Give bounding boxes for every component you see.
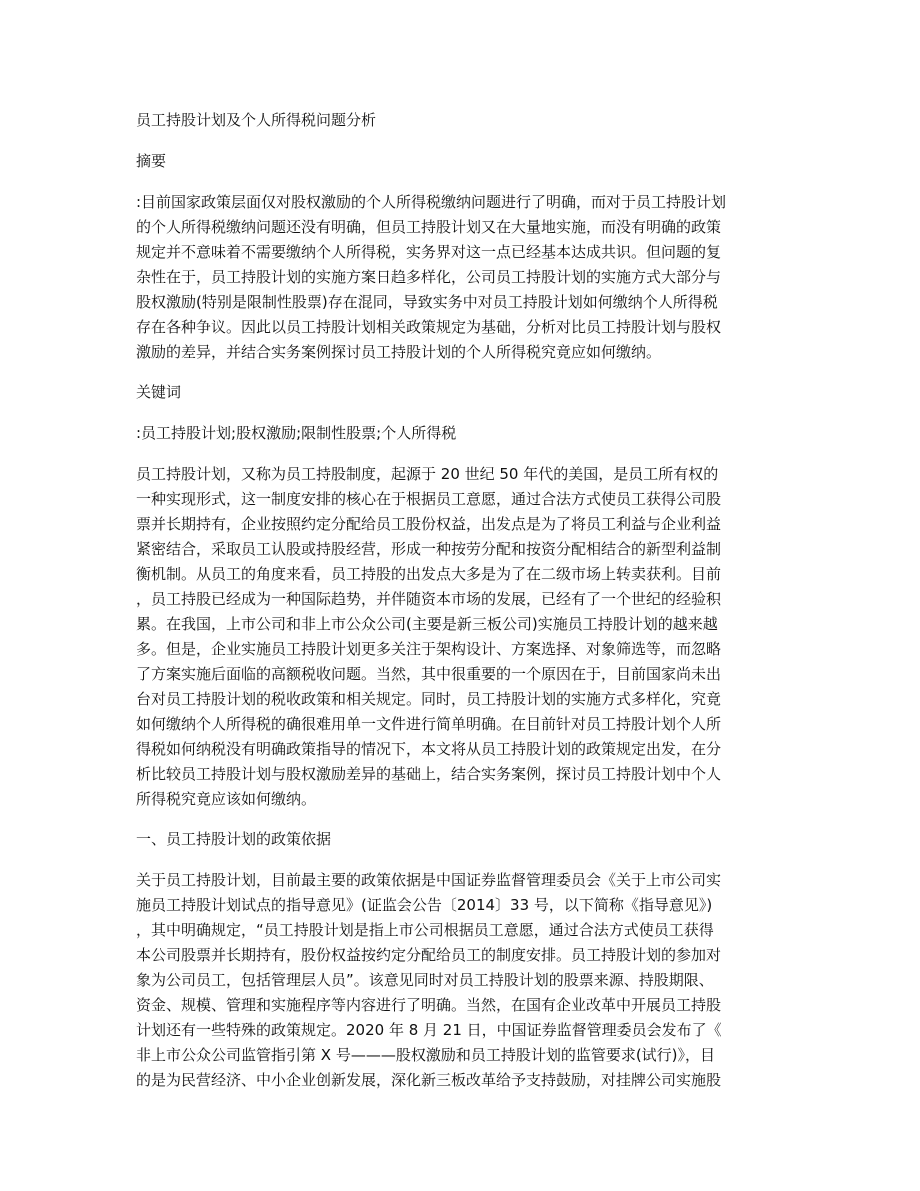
section1-heading: 一、员工持股计划的政策依据 bbox=[136, 830, 332, 848]
intro-line: 得税如何纳税没有明确政策指导的情况下，本文将从员工持股计划的政策规定出发，在分 bbox=[136, 740, 722, 758]
abstract-paragraph bbox=[136, 190, 784, 365]
section1-line: 非上市公众公司监管指引第 X 号———股权激励和员工持股计划的监管要求(试行)》，目 bbox=[136, 1046, 716, 1064]
intro-line: 了方案实施后面临的高额税收问题。当然，其中很重要的一个原因在于，目前国家尚未出 bbox=[136, 665, 722, 683]
abstract-line: :目前国家政策层面仅对股权激励的个人所得税缴纳问题进行了明确，而对于员工持股计划 bbox=[136, 193, 727, 211]
intro-line: 台对员工持股计划的税收政策和相关规定。同时，员工持股计划的实施方式多样化，究竟 bbox=[136, 690, 722, 708]
document-title: 员工持股计划及个人所得税问题分析 bbox=[136, 111, 377, 129]
intro-line: 如何缴纳个人所得税的确很难用单一文件进行简单明确。在目前针对员工持股计划个人所 bbox=[136, 715, 722, 733]
intro-line: ，员工持股已经成为一种国际趋势，并伴随资本市场的发展，已经有了一个世纪的经验积 bbox=[136, 590, 722, 608]
document-page bbox=[136, 108, 784, 1108]
section1-line: 关于员工持股计划，目前最主要的政策依据是中国证券监督管理委员会《关于上市公司实 bbox=[136, 871, 722, 889]
intro-line: 衡机制。从员工的角度来看，员工持股的出发点大多是为了在二级市场上转卖获利。目前 bbox=[136, 565, 722, 583]
intro-line: 所得税究竟应该如何缴纳。 bbox=[136, 790, 317, 808]
section1-line: 资金、规模、管理和实施程序等内容进行了明确。当然，在国有企业改革中开展员工持股 bbox=[136, 996, 722, 1014]
abstract-line: 杂性在于，员工持股计划的实施方案日趋多样化，公司员工持股计划的实施方式大部分与 bbox=[136, 268, 722, 286]
abstract-heading: 摘要 bbox=[136, 152, 167, 170]
section1-line: 本公司股票并长期持有，股份权益按约定分配给员工的制度安排。员工持股计划的参加对 bbox=[136, 946, 722, 964]
section1-line: 施员工持股计划试点的指导意见》(证监会公告〔2014〕33 号，以下简称《指导意见》) bbox=[136, 896, 713, 914]
intro-line: 员工持股计划，又称为员工持股制度，起源于 20 世纪 50 年代的美国，是员工所有权的 bbox=[136, 465, 719, 483]
intro-line: 析比较员工持股计划与股权激励差异的基础上，结合实务案例，探讨员工持股计划中个人 bbox=[136, 765, 722, 783]
section1-paragraph bbox=[136, 868, 784, 1093]
abstract-line: 存在各种争议。因此以员工持股计划相关政策规定为基础，分析对比员工持股计划与股权 bbox=[136, 318, 722, 336]
intro-line: 一种实现形式，这一制度安排的核心在于根据员工意愿，通过合法方式使员工获得公司股 bbox=[136, 490, 722, 508]
keywords-heading: 关键词 bbox=[136, 383, 182, 401]
keywords-text: :员工持股计划;股权激励;限制性股票;个人所得税 bbox=[136, 424, 457, 442]
section1-line: 计划还有一些特殊的政策规定。2020 年 8 月 21 日，中国证券监督管理委员会发布了《 bbox=[136, 1021, 722, 1039]
abstract-line: 激励的差异，并结合实务案例探讨员工持股计划的个人所得税究竟应如何缴纳。 bbox=[136, 343, 662, 361]
section1-line: 象为公司员工，包括管理层人员”。该意见同时对员工持股计划的股票来源、持股期限、 bbox=[136, 971, 714, 989]
intro-line: 累。在我国，上市公司和非上市公众公司(主要是新三板公司)实施员工持股计划的越来越 bbox=[136, 615, 718, 633]
intro-line: 紧密结合，采取员工认股或持股经营，形成一种按劳分配和按资分配相结合的新型利益制 bbox=[136, 540, 722, 558]
section1-line: 的是为民营经济、中小企业创新发展，深化新三板改革给予支持鼓励，对挂牌公司实施股 bbox=[136, 1071, 722, 1089]
intro-line: 票并长期持有，企业按照约定分配给员工股份权益，出发点是为了将员工利益与企业利益 bbox=[136, 515, 722, 533]
abstract-line: 股权激励(特别是限制性股票)存在混同，导致实务中对员工持股计划如何缴纳个人所得税 bbox=[136, 293, 718, 311]
abstract-line: 规定并不意味着不需要缴纳个人所得税，实务界对这一点已经基本达成共识。但问题的复 bbox=[136, 243, 722, 261]
section1-line: ，其中明确规定，“员工持股计划是指上市公司根据员工意愿，通过合法方式使员工获得 bbox=[136, 921, 714, 939]
intro-paragraph bbox=[136, 462, 784, 812]
abstract-line: 的个人所得税缴纳问题还没有明确，但员工持股计划又在大量地实施，而没有明确的政策 bbox=[136, 218, 722, 236]
intro-line: 多。但是，企业实施员工持股计划更多关注于架构设计、方案选择、对象筛选等，而忽略 bbox=[136, 640, 722, 658]
